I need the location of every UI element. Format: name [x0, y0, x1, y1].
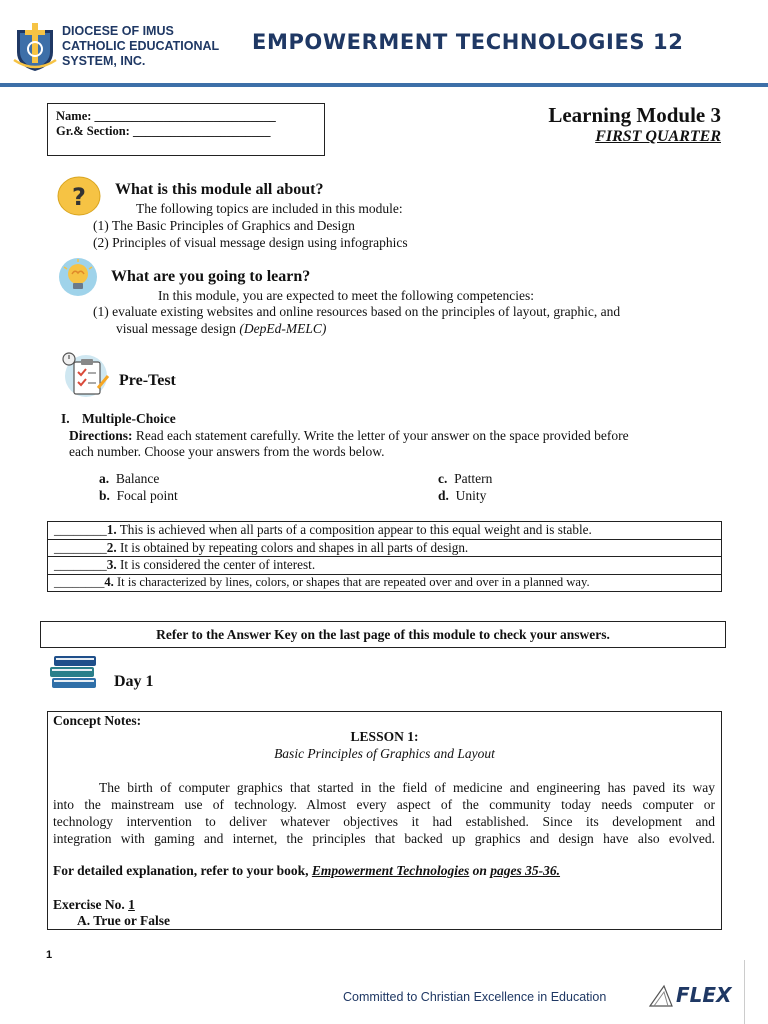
about-heading: What is this module all about? [115, 181, 324, 198]
concept-paragraph-line1: The birth of computer graphics that started in the field of medicine and engineering has paved its way [99, 780, 715, 795]
question-row[interactable]: ________3. It is considered the center of interest. [48, 557, 722, 575]
learn-item-line1: (1) evaluate existing websites and online resources based on the principles of layout, graphic, and [93, 304, 621, 319]
about-item-1: (1) The Basic Principles of Graphics and Design [93, 218, 355, 233]
student-info-box [47, 103, 325, 156]
diocese-logo [12, 22, 58, 72]
clipboard-test-icon [60, 350, 110, 398]
footer-motto: Committed to Christian Excellence in Education [343, 990, 607, 1004]
header-rule [0, 83, 768, 87]
question-row[interactable]: ________2. It is obtained by repeating colors and shapes in all parts of design. [48, 539, 722, 557]
answer-key-note: Refer to the Answer Key on the last page of this module to check your answers. [40, 621, 726, 648]
question-icon [57, 176, 101, 216]
book-reference: For detailed explanation, refer to your book, Empowerment Technologies on pages 35-36. [53, 863, 561, 878]
module-title: Learning Module 3 [548, 103, 721, 127]
section-field[interactable]: Gr.& Section: ______________________ [56, 124, 271, 138]
exercise-part: A. True or False [77, 913, 170, 928]
concept-paragraph-line3: technology intervention to deliver whatever objectives it had established. Since its development and [53, 814, 715, 829]
choice-d: d. Unity [438, 488, 487, 503]
flex-logo-text: FLEX [676, 983, 732, 1007]
choice-a: a. Balance [99, 471, 160, 486]
concept-paragraph-line4: integration with gaming and internet, the principles that backed up graphics and design have also evolved. [53, 831, 715, 846]
choice-b: b. Focal point [99, 488, 178, 503]
day-label: Day 1 [114, 673, 154, 690]
subject-title: EMPOWERMENT TECHNOLOGIES 12 [252, 30, 684, 54]
footer-divider [744, 960, 745, 1024]
organization-name: DIOCESE OF IMUS CATHOLIC EDUCATIONAL SYSTEM, INC. [62, 24, 220, 68]
flex-logo [648, 980, 734, 1008]
brain-bulb-icon [58, 257, 98, 297]
choice-c: c. Pattern [438, 471, 493, 486]
lesson-number: LESSON 1: [350, 729, 419, 744]
concept-label: Concept Notes: [53, 713, 142, 728]
learn-item-line2: visual message design (DepEd-MELC) [116, 321, 327, 336]
pretest-heading: Pre-Test [119, 372, 176, 389]
concept-paragraph-line2: into the mainstream use of technology. Almost every aspect of the community today needs computer or [53, 797, 715, 812]
directions-line2: each number. Choose your answers from the words below. [69, 444, 385, 459]
directions-line1: Directions: Read each statement carefully. Write the letter of your answer on the space provided before [69, 428, 629, 443]
question-table [47, 521, 722, 592]
lesson-title: Basic Principles of Graphics and Layout [274, 746, 495, 761]
learn-intro: In this module, you are expected to meet the following competencies: [158, 288, 535, 303]
learn-heading: What are you going to learn? [111, 268, 311, 285]
books-icon [48, 654, 100, 690]
about-intro: The following topics are included in this module: [136, 201, 403, 216]
part-label: I. [61, 411, 70, 426]
name-field[interactable]: Name: _____________________________ [56, 109, 276, 123]
question-row[interactable]: ________4. It is characterized by lines, colors, or shapes that are repeated over and over in a planned way. [48, 574, 722, 592]
question-row[interactable]: ________1. This is achieved when all parts of a composition appear to this equal weight and is stable. [48, 522, 722, 540]
exercise-heading: Exercise No. 1 [53, 897, 135, 912]
page-number: 1 [46, 949, 53, 961]
svg-text:?: ? [72, 183, 86, 211]
about-item-2: (2) Principles of visual message design using infographics [93, 235, 408, 250]
module-quarter: FIRST QUARTER [595, 128, 721, 145]
part-title: Multiple-Choice [82, 411, 176, 426]
